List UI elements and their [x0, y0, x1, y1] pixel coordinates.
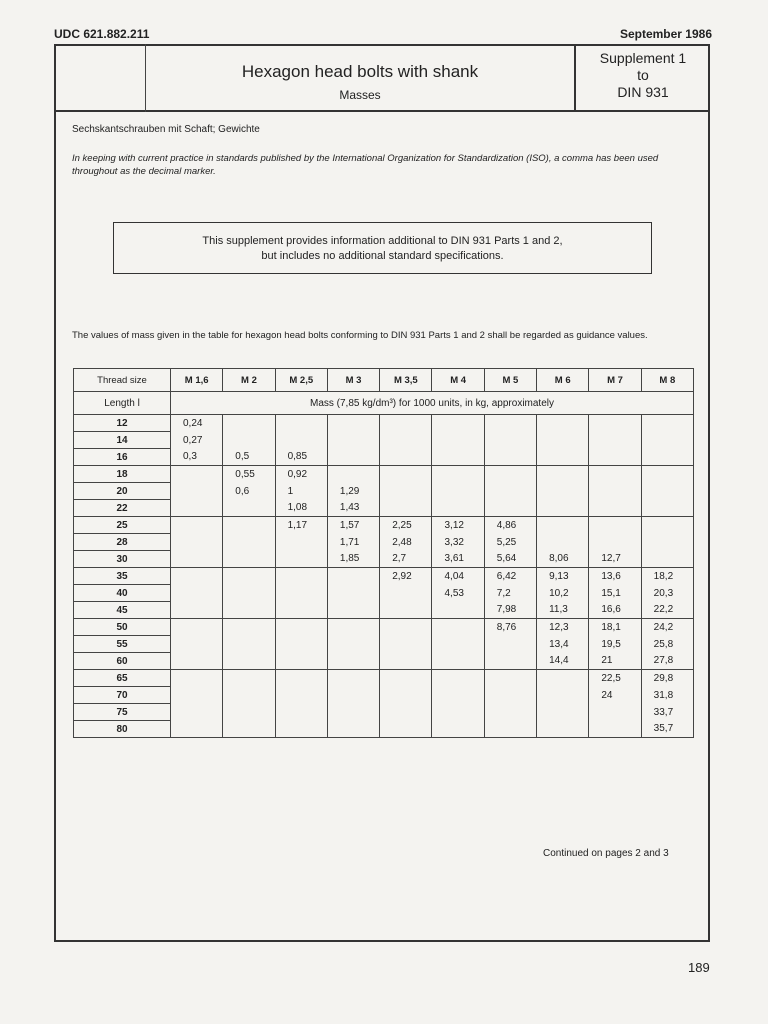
length-cell: 18: [74, 466, 171, 483]
table-row: [74, 619, 694, 636]
mass-cell: 14,4: [537, 653, 589, 670]
document-subtitle: Masses: [339, 88, 381, 102]
mass-cell: [223, 619, 275, 636]
thread-header: M 8: [641, 369, 693, 392]
thread-size-label: Thread size: [74, 369, 171, 392]
mass-cell: [641, 449, 693, 466]
mass-cell: 3,61: [432, 551, 484, 568]
mass-cell: [641, 517, 693, 534]
table-row: [74, 568, 694, 585]
mass-cell: [223, 704, 275, 721]
mass-cell: [327, 568, 379, 585]
mass-cell: [432, 500, 484, 517]
thread-header: M 3: [327, 369, 379, 392]
mass-cell: 21: [589, 653, 641, 670]
publication-date: September 1986: [619, 27, 712, 41]
mass-cell: [223, 534, 275, 551]
mass-cell: [275, 721, 327, 738]
thread-header: M 1,6: [171, 369, 223, 392]
mass-cell: [275, 636, 327, 653]
mass-cell: 0,55: [223, 466, 275, 483]
length-cell: 12: [74, 415, 171, 432]
mass-cell: [380, 602, 432, 619]
mass-cell: [484, 466, 536, 483]
supplement-line: DIN 931: [617, 84, 669, 100]
supplement-line: Supplement 1: [599, 50, 687, 66]
mass-cell: [327, 670, 379, 687]
mass-cell: 12,7: [589, 551, 641, 568]
mass-cell: 29,8: [641, 670, 693, 687]
mass-cell: [380, 653, 432, 670]
mass-cell: [589, 415, 641, 432]
table-row: [74, 653, 694, 670]
mass-cell: 10,2: [537, 585, 589, 602]
mass-cell: [484, 687, 536, 704]
mass-cell: [171, 585, 223, 602]
mass-cell: [484, 636, 536, 653]
length-cell: 40: [74, 585, 171, 602]
mass-cell: [171, 534, 223, 551]
supplement-line: to: [637, 67, 649, 83]
mass-cell: [171, 704, 223, 721]
mass-cell: [327, 466, 379, 483]
mass-cell: 0,92: [275, 466, 327, 483]
mass-cell: [275, 568, 327, 585]
mass-cell: 5,25: [484, 534, 536, 551]
mass-cell: 16,6: [589, 602, 641, 619]
mass-cell: [275, 687, 327, 704]
mass-cell: [223, 568, 275, 585]
mass-cell: 11,3: [537, 602, 589, 619]
length-cell: 50: [74, 619, 171, 636]
mass-cell: [432, 670, 484, 687]
mass-cell: [537, 670, 589, 687]
mass-cell: [171, 653, 223, 670]
mass-cell: 19,5: [589, 636, 641, 653]
table-row: [74, 483, 694, 500]
mass-cell: [589, 704, 641, 721]
mass-cell: [223, 636, 275, 653]
mass-cell: 0,85: [275, 449, 327, 466]
mass-table: [73, 368, 694, 738]
supplement-note-box: [113, 222, 652, 274]
mass-cell: 0,5: [223, 449, 275, 466]
mass-cell: [223, 687, 275, 704]
mass-cell: [537, 534, 589, 551]
length-cell: 60: [74, 653, 171, 670]
mass-cell: [432, 415, 484, 432]
mass-cell: [275, 534, 327, 551]
mass-cell: [432, 432, 484, 449]
mass-cell: [327, 704, 379, 721]
mass-cell: [589, 534, 641, 551]
mass-cell: [380, 619, 432, 636]
mass-cell: [484, 415, 536, 432]
mass-cell: [223, 653, 275, 670]
mass-cell: [641, 483, 693, 500]
length-label: Length l: [74, 392, 171, 415]
mass-cell: [275, 432, 327, 449]
mass-cell: [327, 432, 379, 449]
mass-cell: 24,2: [641, 619, 693, 636]
mass-cell: [484, 653, 536, 670]
mass-cell: [589, 449, 641, 466]
mass-cell: 1,08: [275, 500, 327, 517]
thread-header: M 4: [432, 369, 484, 392]
mass-cell: 1,17: [275, 517, 327, 534]
mass-cell: 31,8: [641, 687, 693, 704]
thread-header-row: [74, 369, 694, 392]
table-row: [74, 636, 694, 653]
mass-cell: [327, 687, 379, 704]
mass-cell: [327, 636, 379, 653]
table-row: [74, 432, 694, 449]
mass-cell: 8,06: [537, 551, 589, 568]
length-cell: 55: [74, 636, 171, 653]
mass-cell: [223, 602, 275, 619]
length-cell: 25: [74, 517, 171, 534]
mass-cell: 4,86: [484, 517, 536, 534]
mass-cell: [537, 483, 589, 500]
mass-cell: [484, 432, 536, 449]
mass-cell: [275, 602, 327, 619]
length-cell: 75: [74, 704, 171, 721]
length-cell: 70: [74, 687, 171, 704]
thread-header: M 2: [223, 369, 275, 392]
mass-cell: [327, 602, 379, 619]
mass-cell: 1: [275, 483, 327, 500]
mass-cell: [537, 466, 589, 483]
mass-cell: [327, 449, 379, 466]
mass-caption: Mass (7,85 kg/dm³) for 1000 units, in kg, approximately: [171, 392, 694, 415]
thread-header: M 3,5: [380, 369, 432, 392]
mass-cell: 25,8: [641, 636, 693, 653]
mass-cell: [327, 653, 379, 670]
length-cell: 22: [74, 500, 171, 517]
mass-cell: 4,53: [432, 585, 484, 602]
thread-header: M 5: [484, 369, 536, 392]
mass-cell: [641, 500, 693, 517]
mass-cell: [223, 721, 275, 738]
mass-cell: [380, 466, 432, 483]
mass-cell: [589, 500, 641, 517]
table-row: [74, 551, 694, 568]
mass-cell: [380, 721, 432, 738]
table-row: [74, 687, 694, 704]
mass-cell: [589, 517, 641, 534]
mass-cell: [484, 670, 536, 687]
mass-cell: [171, 483, 223, 500]
length-cell: 80: [74, 721, 171, 738]
mass-cell: [275, 670, 327, 687]
table-row: [74, 704, 694, 721]
length-cell: 30: [74, 551, 171, 568]
mass-cell: [171, 721, 223, 738]
mass-cell: [275, 551, 327, 568]
mass-cell: 7,2: [484, 585, 536, 602]
mass-cell: 0,24: [171, 415, 223, 432]
mass-cell: [537, 415, 589, 432]
mass-cell: [380, 636, 432, 653]
mass-cell: 13,6: [589, 568, 641, 585]
mass-cell: 18,2: [641, 568, 693, 585]
mass-cell: [432, 687, 484, 704]
mass-cell: 2,48: [380, 534, 432, 551]
mass-cell: [484, 500, 536, 517]
table-row: [74, 466, 694, 483]
mass-cell: [380, 415, 432, 432]
mass-cell: [641, 432, 693, 449]
mass-cell: 1,43: [327, 500, 379, 517]
mass-cell: [380, 670, 432, 687]
mass-cell: 6,42: [484, 568, 536, 585]
table-row: [74, 534, 694, 551]
mass-cell: [537, 449, 589, 466]
note-line: This supplement provides information additional to DIN 931 Parts 1 and 2,: [202, 235, 563, 247]
mass-cell: [327, 585, 379, 602]
mass-cell: [537, 432, 589, 449]
mass-cell: [432, 721, 484, 738]
mass-cell: [432, 619, 484, 636]
mass-cell: 13,4: [537, 636, 589, 653]
mass-cell: [223, 517, 275, 534]
supplement-label: [576, 50, 710, 101]
mass-cell: 2,25: [380, 517, 432, 534]
mass-cell: [432, 636, 484, 653]
length-cell: 45: [74, 602, 171, 619]
length-cell: 14: [74, 432, 171, 449]
mass-cell: [275, 619, 327, 636]
udc-code: UDC 621.882.211: [54, 27, 150, 41]
mass-cell: 2,7: [380, 551, 432, 568]
length-cell: 20: [74, 483, 171, 500]
mass-cell: 9,13: [537, 568, 589, 585]
mass-cell: 3,12: [432, 517, 484, 534]
mass-table-body: [74, 415, 694, 738]
mass-cell: [223, 500, 275, 517]
mass-cell: [275, 415, 327, 432]
mass-cell: [380, 432, 432, 449]
mass-cell: [589, 721, 641, 738]
thread-header: M 7: [589, 369, 641, 392]
mass-cell: 0,6: [223, 483, 275, 500]
mass-cell: 33,7: [641, 704, 693, 721]
table-row: [74, 500, 694, 517]
mass-cell: [432, 483, 484, 500]
mass-cell: 15,1: [589, 585, 641, 602]
iso-note: In keeping with current practice in standards published by the International Organization for Standardization (ISO), a comma has been used throughout as the decimal marker.: [72, 153, 659, 177]
mass-cell: [380, 687, 432, 704]
german-title: Sechskantschrauben mit Schaft; Gewichte: [72, 124, 260, 135]
mass-cell: [537, 704, 589, 721]
table-row: [74, 449, 694, 466]
thread-header: M 6: [537, 369, 589, 392]
mass-cell: [171, 551, 223, 568]
length-cell: 65: [74, 670, 171, 687]
note-line: but includes no additional standard specifications.: [261, 250, 504, 262]
mass-cell: [537, 500, 589, 517]
mass-cell: 1,57: [327, 517, 379, 534]
table-row: [74, 517, 694, 534]
mass-cell: [171, 670, 223, 687]
mass-cell: [432, 704, 484, 721]
mass-cell: [327, 619, 379, 636]
mass-cell: [380, 500, 432, 517]
length-cell: 16: [74, 449, 171, 466]
mass-cell: [432, 466, 484, 483]
mass-cell: [171, 636, 223, 653]
mass-cell: [432, 602, 484, 619]
length-cell: 35: [74, 568, 171, 585]
mass-cell: [380, 585, 432, 602]
mass-cell: [223, 551, 275, 568]
mass-cell: 20,3: [641, 585, 693, 602]
table-row: [74, 415, 694, 432]
mass-cell: 24: [589, 687, 641, 704]
mass-cell: [537, 721, 589, 738]
mass-cell: [432, 653, 484, 670]
mass-cell: [171, 568, 223, 585]
table-row: [74, 721, 694, 738]
mass-cell: 5,64: [484, 551, 536, 568]
mass-cell: 12,3: [537, 619, 589, 636]
mass-cell: [223, 415, 275, 432]
mass-cell: [484, 483, 536, 500]
mass-cell: [537, 517, 589, 534]
mass-cell: 0,3: [171, 449, 223, 466]
mass-cell: [641, 551, 693, 568]
mass-cell: [484, 721, 536, 738]
mass-cell: [484, 704, 536, 721]
mass-cell: 3,32: [432, 534, 484, 551]
mass-cell: [327, 721, 379, 738]
guidance-text: The values of mass given in the table for hexagon head bolts conforming to DIN 931 Parts 1 and 2 shall be regarded as guidance values.: [72, 330, 648, 341]
mass-cell: 18,1: [589, 619, 641, 636]
mass-cell: [380, 449, 432, 466]
mass-cell: 1,71: [327, 534, 379, 551]
length-header-row: [74, 392, 694, 415]
mass-cell: [275, 653, 327, 670]
mass-cell: [223, 585, 275, 602]
table-row: [74, 670, 694, 687]
mass-cell: [537, 687, 589, 704]
mass-cell: [275, 585, 327, 602]
mass-cell: [223, 670, 275, 687]
mass-cell: 1,29: [327, 483, 379, 500]
mass-cell: [589, 432, 641, 449]
mass-cell: [171, 619, 223, 636]
mass-cell: 35,7: [641, 721, 693, 738]
mass-cell: [275, 704, 327, 721]
mass-cell: 2,92: [380, 568, 432, 585]
mass-cell: [432, 449, 484, 466]
mass-cell: [484, 449, 536, 466]
document-title: Hexagon head bolts with shank: [241, 62, 479, 81]
mass-cell: [171, 466, 223, 483]
mass-cell: [589, 483, 641, 500]
mass-cell: [641, 415, 693, 432]
mass-cell: 22,2: [641, 602, 693, 619]
mass-cell: [171, 687, 223, 704]
mass-cell: 0,27: [171, 432, 223, 449]
mass-cell: [641, 466, 693, 483]
thread-header: M 2,5: [275, 369, 327, 392]
mass-cell: [380, 483, 432, 500]
mass-cell: 27,8: [641, 653, 693, 670]
mass-cell: [223, 432, 275, 449]
mass-cell: [327, 415, 379, 432]
mass-cell: 4,04: [432, 568, 484, 585]
mass-cell: [171, 602, 223, 619]
mass-cell: [641, 534, 693, 551]
continued-note: Continued on pages 2 and 3: [543, 848, 669, 859]
length-cell: 28: [74, 534, 171, 551]
page-number: 189: [688, 960, 710, 975]
mass-cell: [171, 500, 223, 517]
mass-cell: [171, 517, 223, 534]
mass-cell: 7,98: [484, 602, 536, 619]
mass-cell: 1,85: [327, 551, 379, 568]
table-row: [74, 585, 694, 602]
mass-cell: [589, 466, 641, 483]
table-row: [74, 602, 694, 619]
mass-cell: [380, 704, 432, 721]
mass-cell: 8,76: [484, 619, 536, 636]
mass-cell: 22,5: [589, 670, 641, 687]
